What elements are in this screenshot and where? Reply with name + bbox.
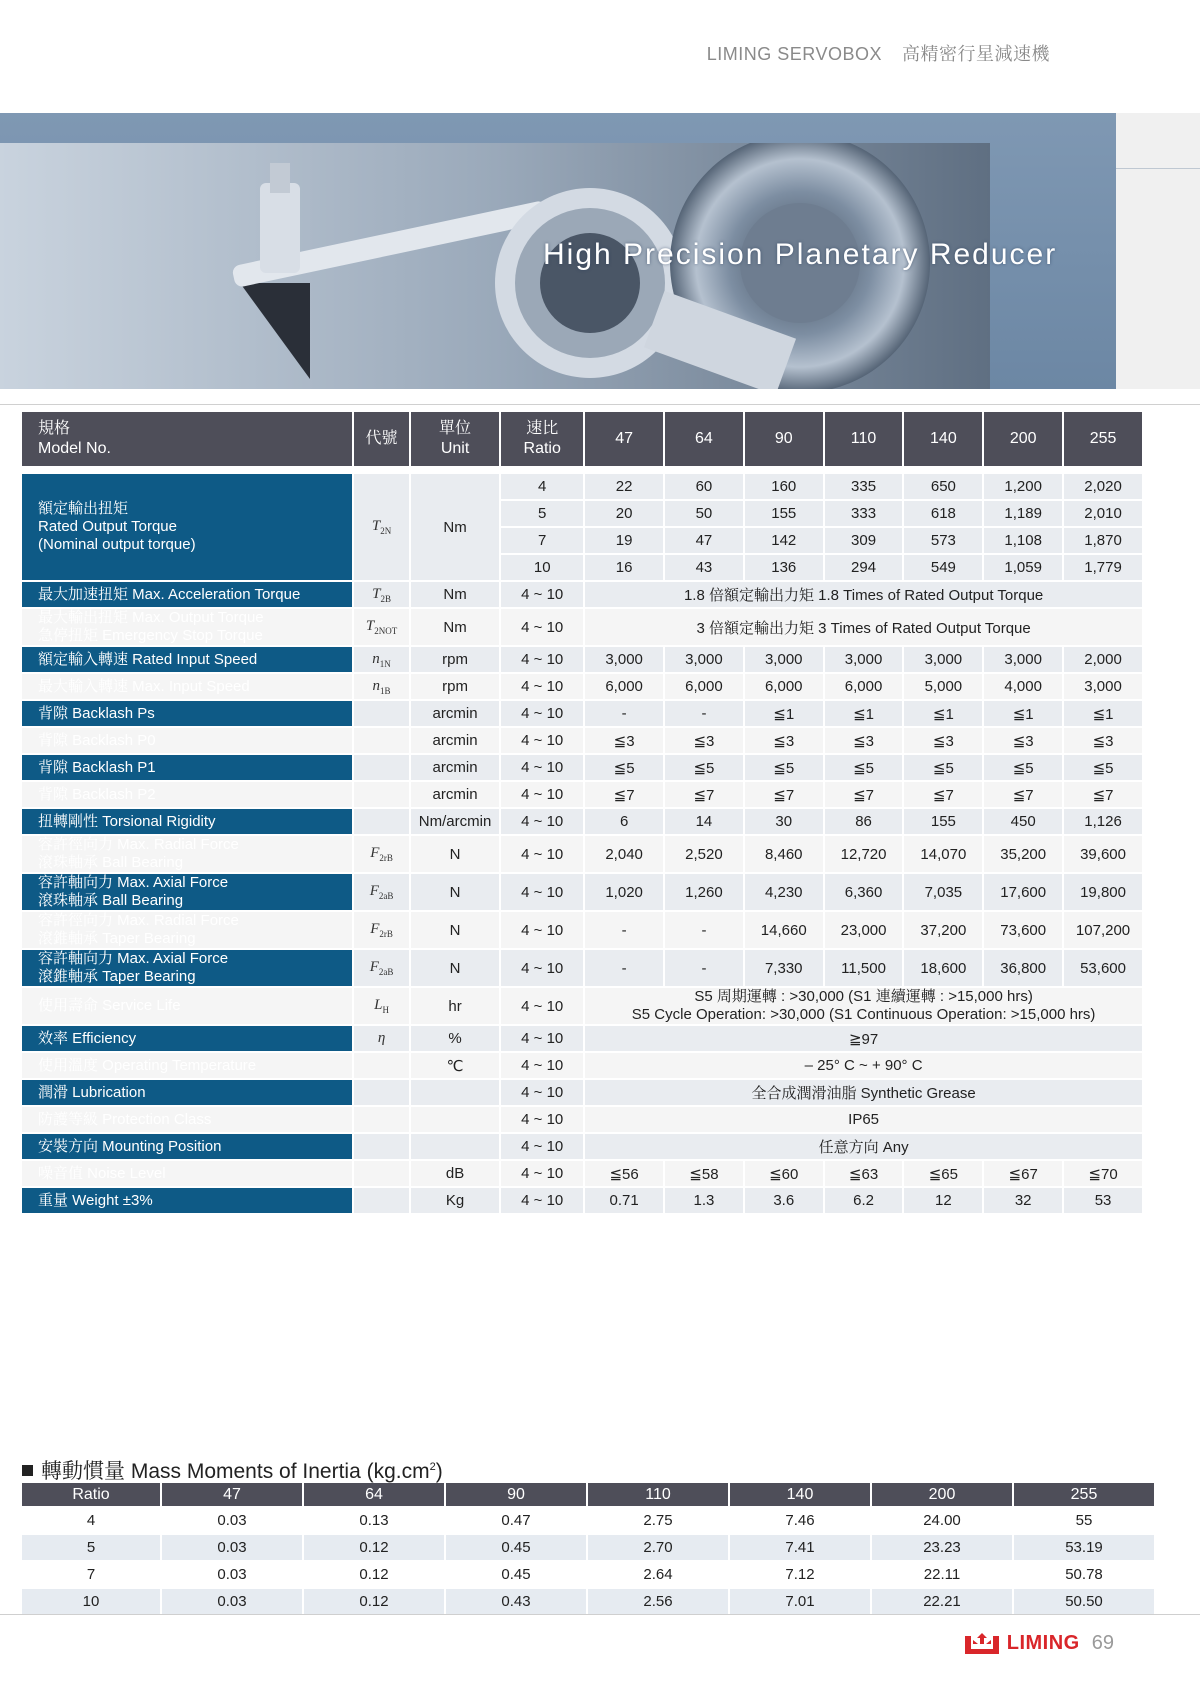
table-row: 背隙 Backlash P1 arcmin 4 ~ 10 ≦5 ≦5 ≦5 ≦5 ≦5 ≦5 ≦5: [22, 755, 1142, 780]
table-row: 使用溫度 Operating Temperature ℃ 4 ~ 10 – 25° C ~ + 90° C: [22, 1053, 1142, 1078]
table-row: 4 0.03 0.13 0.47 2.75 7.46 24.00 55: [22, 1508, 1154, 1533]
table-row: 額定輸入轉速 Rated Input Speed $n_{1N}$ rpm 4 ~ 10 3,000 3,000 3,000 3,000 3,000 3,000 2,000: [22, 647, 1142, 672]
liming-logo-icon: [963, 1630, 1001, 1656]
table-row: 噪音值 Noise Level dB 4 ~ 10 ≦56 ≦58 ≦60 ≦63 ≦65 ≦67 ≦70: [22, 1161, 1142, 1186]
footer-divider: [0, 1614, 1200, 1615]
table-row: 容許徑向力 Max. Radial Force 滾錐軸承 Taper Bearing $F_{2rB}$ N 4 ~ 10 - - 14,660 23,000 37,200 73,600 107,200: [22, 912, 1142, 948]
table-row: 使用壽命 Service Life $L_H$ hr 4 ~ 10 S5 周期運轉 : >30,000 (S1 連續運轉 : >15,000 hrs) S5 Cycle Operation: >30,000 (S1 Continuous Operation: >15,000 hrs): [22, 988, 1142, 1024]
banner-title: High Precision Planetary Reducer: [543, 238, 1058, 271]
banner-side-panel: [1116, 113, 1200, 389]
model-header: 規格 Model No.: [22, 412, 352, 466]
table-row: 背隙 Backlash P2 arcmin 4 ~ 10 ≦7 ≦7 ≦7 ≦7 ≦7 ≦7 ≦7: [22, 782, 1142, 807]
header-brand: LIMING SERVOBOX: [706, 44, 882, 64]
table-row: 最大加速扭矩 Max. Acceleration Torque $T_{2B}$ Nm 4 ~ 10 1.8 倍額定輸出力矩 1.8 Times of Rated Output Torque: [22, 582, 1142, 607]
model-140-header: 140: [904, 412, 982, 466]
table-row: 最大輸入轉速 Max. Input Speed $n_{1B}$ rpm 4 ~ 10 6,000 6,000 6,000 6,000 5,000 4,000 3,000: [22, 674, 1142, 699]
spec-header-row: [22, 412, 1142, 466]
logo-text: LIMING: [1006, 1631, 1080, 1654]
page-header: [687, 40, 1050, 66]
model-47-header: 47: [585, 412, 663, 466]
rated-torque-symbol: $T_{2N}$: [354, 474, 409, 580]
table-row: 7 0.03 0.12 0.45 2.64 7.12 22.11 50.78: [22, 1562, 1154, 1587]
divider: [0, 404, 1200, 405]
table-row: 5 20 50 155 333 618 1,189 2,010: [22, 501, 1142, 526]
banner-divider: [1116, 168, 1200, 169]
table-row: 背隙 Backlash P0 arcmin 4 ~ 10 ≦3 ≦3 ≦3 ≦3 ≦3 ≦3 ≦3: [22, 728, 1142, 753]
table-row: 5 0.03 0.12 0.45 2.70 7.41 23.23 53.19: [22, 1535, 1154, 1560]
model-200-header: 200: [984, 412, 1062, 466]
model-110-header: 110: [825, 412, 903, 466]
max-output-label: 最大輸出扭矩 Max. Output Torque 急停扭矩 Emergency Stop Torque: [22, 609, 352, 645]
model-255-header: 255: [1064, 412, 1142, 466]
inertia-title: 轉動慣量 Mass Moments of Inertia $(kg.cm^2)$: [22, 1455, 443, 1485]
inertia-table: [20, 1481, 1156, 1616]
page-footer: [963, 1630, 1114, 1656]
bullet-square-icon: [22, 1465, 33, 1476]
model-90-header: 90: [745, 412, 823, 466]
table-row: 安裝方向 Mounting Position 4 ~ 10 任意方向 Any: [22, 1134, 1142, 1159]
inertia-header-row: Ratio 47 64 90 110 140 200 255: [22, 1483, 1154, 1506]
code-header: 代號: [354, 412, 409, 466]
table-row: 扭轉剛性 Torsional Rigidity Nm/arcmin 4 ~ 10 6 14 30 86 155 450 1,126: [22, 809, 1142, 834]
table-row: 容許軸向力 Max. Axial Force 滾珠軸承 Ball Bearing $F_{2aB}$ N 4 ~ 10 1,020 1,260 4,230 6,360 7,035 17,600 19,800: [22, 874, 1142, 910]
ratio-header: 速比 Ratio: [501, 412, 583, 466]
max-accel-label: 最大加速扭矩 Max. Acceleration Torque: [22, 582, 352, 607]
table-row: 最大輸出扭矩 Max. Output Torque 急停扭矩 Emergency Stop Torque $T_{2NOT}$ Nm 4 ~ 10 3 倍額定輸出力矩 3 Times of Rated Output Torque: [22, 609, 1142, 645]
table-row: 重量 Weight ±3% Kg 4 ~ 10 0.71 1.3 3.6 6.2 12 32 53: [22, 1188, 1142, 1213]
rated-torque-label: 額定輸出扭矩 Rated Output Torque (Nominal output torque): [22, 474, 352, 580]
table-row: 效率 Efficiency η % 4 ~ 10 ≧97: [22, 1026, 1142, 1051]
rated-torque-unit: Nm: [411, 474, 499, 580]
table-row: 容許徑向力 Max. Radial Force 滾珠軸承 Ball Bearing $F_{2rB}$ N 4 ~ 10 2,040 2,520 8,460 12,720 14,070 35,200 39,600: [22, 836, 1142, 872]
model-64-header: 64: [665, 412, 743, 466]
table-row: 背隙 Backlash Ps arcmin 4 ~ 10 - - ≦1 ≦1 ≦1 ≦1 ≦1: [22, 701, 1142, 726]
table-row: 防護等級 Protection Class 4 ~ 10 IP65: [22, 1107, 1142, 1132]
table-row: 額定輸出扭矩 Rated Output Torque (Nominal output torque) $T_{2N}$ Nm 4 22 60 160 335 650 1,200 2,020: [22, 474, 1142, 499]
page-number: 69: [1091, 1631, 1114, 1654]
table-row: 容許軸向力 Max. Axial Force 滾錐軸承 Taper Bearing $F_{2aB}$ N 4 ~ 10 - - 7,330 11,500 18,600 36,800 53,600: [22, 950, 1142, 986]
unit-header: 單位 Unit: [411, 412, 499, 466]
table-row: 7 19 47 142 309 573 1,108 1,870: [22, 528, 1142, 553]
spec-table: [20, 410, 1144, 1215]
table-row: 潤滑 Lubrication 4 ~ 10 全合成潤滑油脂 Synthetic Grease: [22, 1080, 1142, 1105]
hero-banner: [0, 113, 1200, 389]
header-brand-cn: 高精密行星減速機: [902, 44, 1050, 64]
table-row: 10 16 43 136 294 549 1,059 1,779: [22, 555, 1142, 580]
table-row: 10 0.03 0.12 0.43 2.56 7.01 22.21 50.50: [22, 1589, 1154, 1614]
